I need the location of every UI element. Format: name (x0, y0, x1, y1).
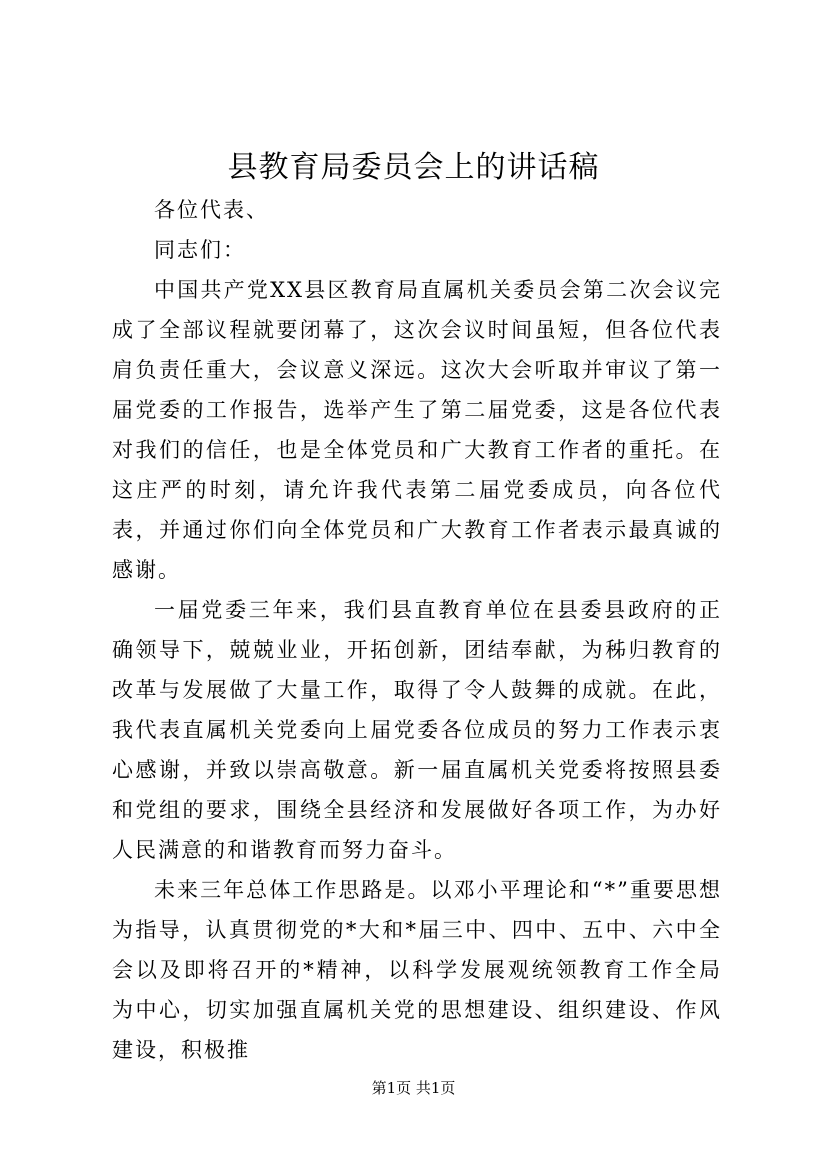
body-paragraph: 一届党委三年来，我们县直教育单位在县委县政府的正确领导下，兢兢业业，开拓创新，团结奉献，为秭归教育的改革与发展做了大量工作，取得了令人鼓舞的成就。在此，我代表直属机关党委向上届党委各位成员的努力工作表示衷心感谢，并致以崇高敬意。新一届直属机关党委将按照县委和党组的要求，围绕全县经济和发展做好各项工作，为办好人民满意的和谐教育而努力奋斗。 (112, 598, 722, 862)
salutation-line-2: 同志们： (154, 238, 246, 262)
document-title: 县教育局委员会上的讲话稿 (227, 150, 600, 185)
body-paragraph: 中国共产党XX县区教育局直属机关委员会第二次会议完成了全部议程就要闭幕了，这次会议时间虽短，但各位代表肩负责任重大，会议意义深远。这次大会听取并审议了第一届党委的工作报告，选举产生了第二届党委，这是各位代表对我们的信任，也是全体党员和广大教育工作者的重托。在这庄严的时刻，请允许我代表第二届党委成员，向各位代表，并通过你们向全体党员和广大教育工作者表示最真诚的感谢。 (112, 278, 722, 582)
page-number-footer: 第1页 共1页 (371, 1079, 456, 1097)
salutation-line-1: 各位代表、 (154, 198, 269, 222)
document-body (112, 190, 722, 1070)
body-paragraph: 未来三年总体工作思路是。以邓小平理论和“*”重要思想为指导，认真贯彻党的*大和*届三中、四中、五中、六中全会以及即将召开的*精神，以科学发展观统领教育工作全局为中心，切实加强直属机关党的思想建设、组织建设、作风建设，积极推 (112, 878, 722, 1062)
